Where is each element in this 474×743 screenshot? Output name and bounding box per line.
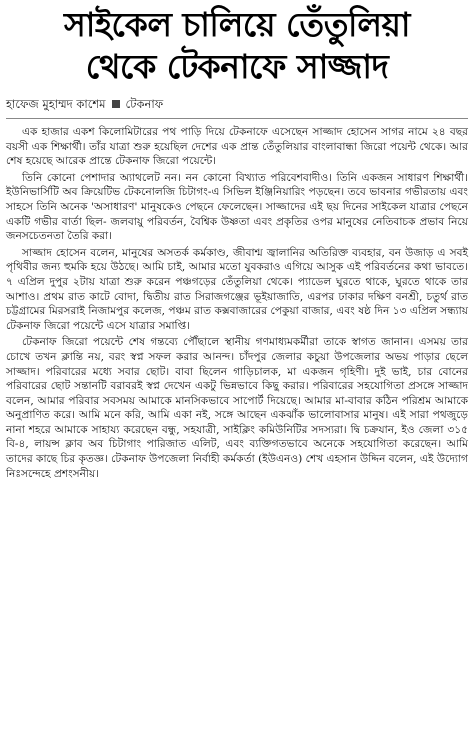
paragraph-1: এক হাজার একশ কিলোমিটারের পথ পাড়ি দিয়ে টেকনাফে এসেছেন সাজ্জাদ হোসেন সাগর নামে ২৪ বছর বয়সী এক শিক্ষার্থী। তাঁর যাত্রা শুরু হয়েছিল দেশের এক প্রান্ত তেঁতুলিয়ার বাংলাবান্ধা জিরো পয়েন্ট থেকে। আর শেষ হয়েছে আরেক প্রান্তে টেকনাফ জিরো পয়েন্টে। (6, 126, 468, 168)
divider (6, 118, 468, 119)
author-name: হাফেজ মুহাম্মদ কাশেম (6, 97, 106, 111)
dateline-location: টেকনাফ (125, 97, 164, 111)
byline (6, 94, 468, 114)
paragraph-4: টেকনাফ জিরো পয়েন্টে শেষ গন্তব্যে পৌঁছালে স্থানীয় গণমাধ্যমকর্মীরা তাকে স্বাগত জানান। এসময় তার চোখে তখন ক্লান্তি নয়, বরং স্বপ্ন সফল করার আনন্দ। চাঁদপুর জেলার কচুয়া উপজেলার অভয় পাড়ার ছেলে সাজ্জাদ। পরিবারের মধ্যে সবার ছোট। বাবা ছিলেন গাড়িচালক, মা একজন গৃহিণী। দুই ভাই, চার বোনের পরিবারের ছোট সন্তানটি বরাবরই স্বপ্ন দেখেন একটু ভিন্নভাবে কিছু করার। পরিবারের সহযোগিতা প্রসঙ্গে সাজ্জাদ বলেন, আমার পরিবার সবসময় আমাকে মানসিকভাবে সাপোর্ট দিয়েছে। আমার মা-বাবার কঠিন পরিশ্রম আমাকে অনুপ্রাণিত করে। আমি মনে করি, আমি একা নই, সঙ্গে আছেন একঝাঁক ভালোবাসার মানুষ। এই সারা পথজুড়ে নানা শহরে আমাকে সাহায্য করেছেন বন্ধু, সহযাত্রী, সাইক্লিং কমিউনিটির সদস্যরা। দ্বি চক্রযান, ইও জেলা ৩১৫ বি-৪, লায়ন্স ক্লাব অব চিটাগাং পারিজাত এলিট, এবং ব্যক্তিগতভাবে অনেকে সহযোগিতা করেছেন। আমি তাদের কাছে চির কৃতজ্ঞ। টেকনাফ উপজেলা নির্বাহী কর্মকর্তা (ইউএনও) শেখ এহসান উদ্দিন বলেন, এই উদ্যোগ নিঃসন্দেহে প্রশংসনীয়। (6, 336, 468, 480)
paragraph-2: তিনি কোনো পেশাদার অ্যাথলেট নন। নন কোনো বিখ্যাত পরিবেশবাদীও। তিনি একজন সাধারণ শিক্ষার্থী। ইউনিভার্সিটি অব ক্রিয়েটিভ টেকনোলজি চিটাগং-এ সিভিল ইঞ্জিনিয়ারিং পড়ছেন। তবে ভাবনার গভীরতায় এবং সাহসে তিনি অনেক 'অসাধারণ' মানুষকেও পেছনে ফেলেছেন। সাজ্জাদের এই ছয় দিনের সাইকেল যাত্রার পেছনে একটি গভীর বার্তা ছিল- জলবায়ু পরিবর্তন, বৈশ্বিক উষ্ণতা এবং প্রকৃতির ওপর মানুষের নেতিবাচক প্রভাব নিয়ে জনসচেতনতা তৈরি করা। (6, 171, 468, 243)
paragraph-3: সাজ্জাদ হোসেন বলেন, মানুষের অসতর্ক কর্মকাণ্ড, জীবাশ্ম জ্বালানির অতিরিক্ত ব্যবহার, বন উজাড় এ সবই পৃথিবীর জন্য হুমকি হয়ে উঠছে। আমি চাই, আমার মতো যুবকরাও এগিয়ে আসুক এই পরিবর্তনের কথা ভাবতে। ৭ এপ্রিল দুপুর ২টায় যাত্রা শুরু করেন পঞ্চগড়ের তেঁতুলিয়া থেকে। প্যাডেল ঘুরতে থাকে, ঘুরতে থাকে তার আশাও। প্রথম রাত কাটে বোদা, দ্বিতীয় রাত সিরাজগঞ্জের ভূইয়াজাতি, এরপর ঢাকার দক্ষিণ বনশ্রী, চতুর্থ রাত চট্টগ্রামের মিরসরাই নিজামপুর কলেজ, পঞ্চম রাত কক্সবাজারের পেকুয়া বাজার, এবং ষষ্ঠ দিন ১৩ এপ্রিল সন্ধ্যায় টেকনাফ জিরো পয়েন্টে এসে যাত্রার সমাপ্তি। (6, 246, 468, 332)
article-body (6, 125, 468, 481)
square-bullet-icon (112, 100, 120, 108)
headline (6, 4, 468, 88)
headline-line-2: থেকে টেকনাফে সাজ্জাদ (85, 47, 389, 86)
headline-line-1: সাইকেল চালিয়ে তেঁতুলিয়া (63, 5, 410, 44)
